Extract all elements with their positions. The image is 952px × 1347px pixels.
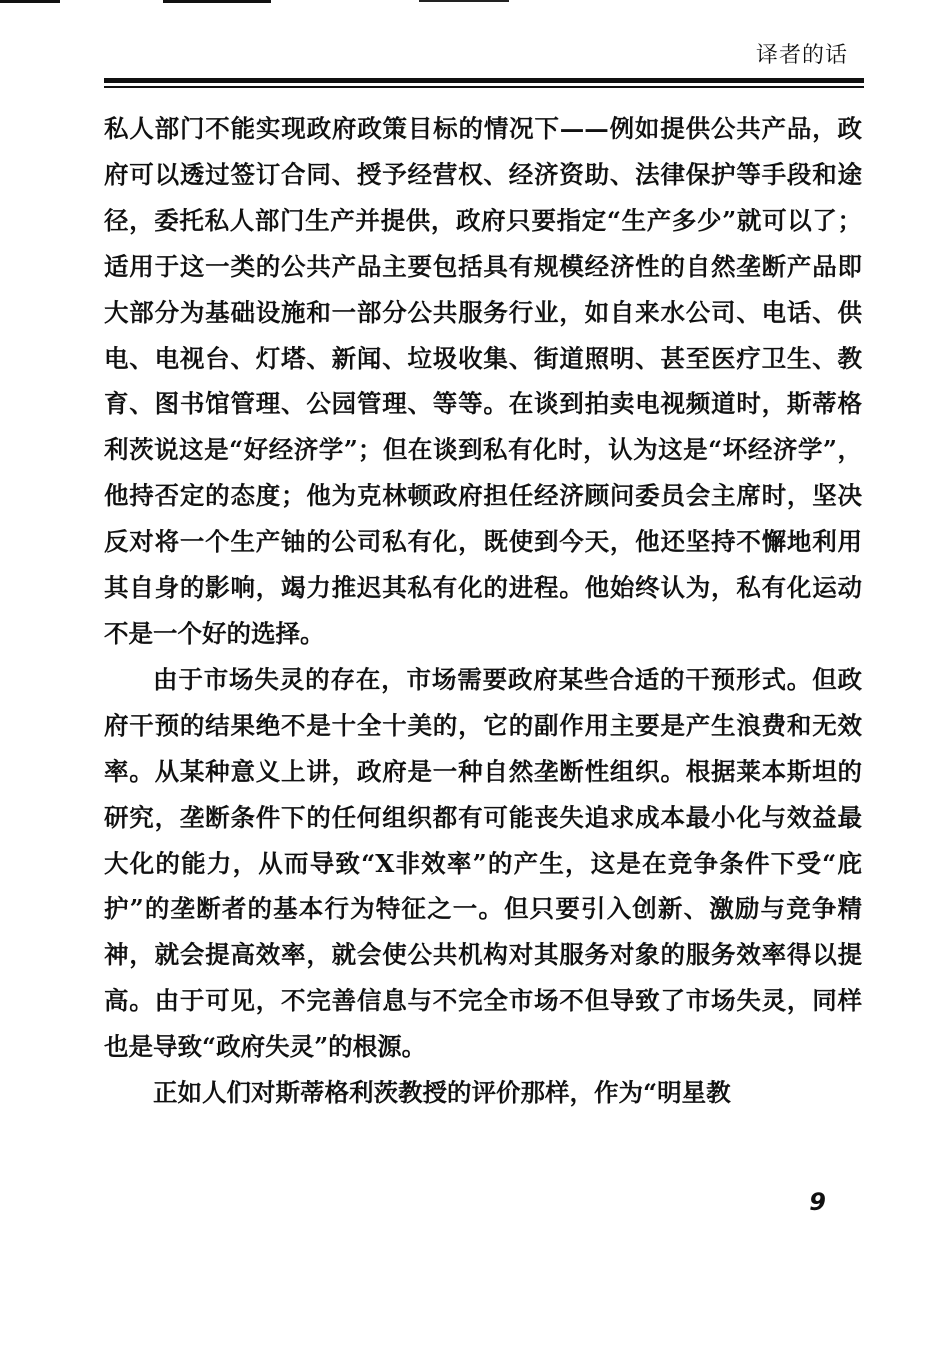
body-text: [104, 106, 862, 1116]
paragraph-continued: 私人部门不能实现政府政策目标的情况下——例如提供公共产品，政府可以透过签订合同、授予经营权、经济资助、法律保护等手段和途径，委托私人部门生产并提供，政府只要指定“生产多少”就可以了；适用于这一类的公共产品主要包括具有规模经济性的自然垄断产品即大部分为基础设施和一部分公共服务行业，如自来水公司、电话、供电、电视台、灯塔、新闻、垃圾收集、街道照明、甚至医疗卫生、教育、图书馆管理、公园管理、等等。在谈到拍卖电视频道时，斯蒂格利茨说这是“好经济学”；但在谈到私有化时，认为这是“坏经济学”，他持否定的态度；他为克林顿政府担任经济顾问委员会主席时，坚决反对将一个生产铀的公司私有化，既使到今天，他还坚持不懈地利用其自身的影响，竭力推迟其私有化的进程。他始终认为，私有化运动不是一个好的选择。: [104, 114, 862, 648]
header-rule-thick: [104, 78, 864, 83]
running-head: 译者的话: [755, 43, 848, 68]
paragraph-market-failure: 由于市场失灵的存在，市场需要政府某些合适的干预形式。但政府干预的结果绝不是十全十美的，它的副作用主要是产生浪费和无效率。从某种意义上讲，政府是一种自然垄断性组织。根据莱本斯坦的研究，垄断条件下的任何组织都有可能丧失追求成本最小化与效益最大化的能力，从而导致“X非效率”的产生，这是在竞争条件下受“庇护”的垄断者的基本行为特征之一。但只要引入创新、激励与竞争精神，就会提高效率，就会使公共机构对其服务对象的服务效率得以提高。由于可见，不完善信息与不完全市场不但导致了市场失灵，同样也是导致“政府失灵”的根源。: [104, 664, 862, 1062]
top-left-scan-bar: [0, 0, 60, 3]
header-rule-thin: [104, 86, 864, 88]
paragraph-star-professor: 正如人们对斯蒂格利茨教授的评价那样，作为“明星教: [153, 1078, 731, 1108]
top-right-scan-bar: [419, 0, 509, 2]
page-number: 9: [809, 1188, 826, 1216]
top-middle-scan-bar: [163, 0, 271, 3]
